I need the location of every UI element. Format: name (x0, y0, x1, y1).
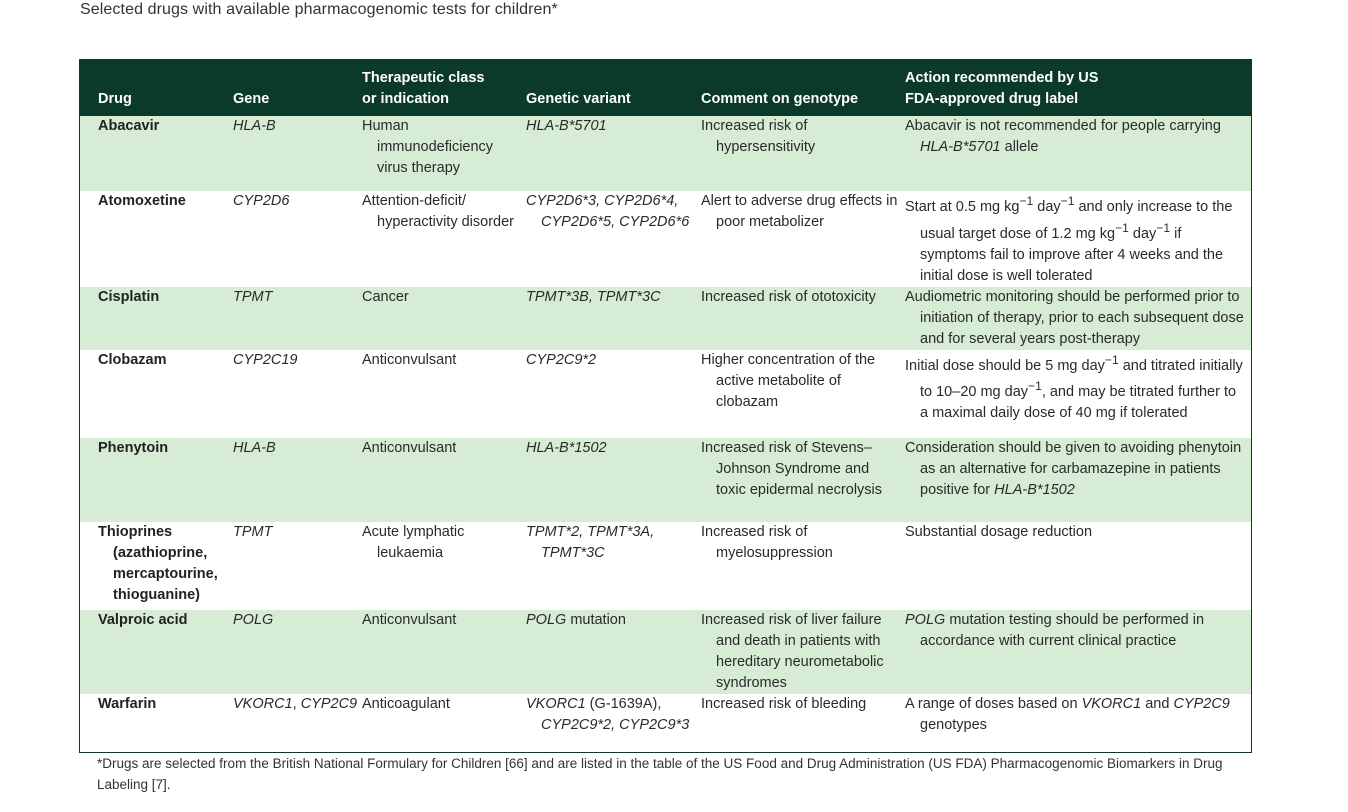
class-cell: Anticonvulsant (362, 439, 457, 456)
header-action: Action recommended by US FDA-approved drug label (905, 70, 1099, 107)
gene-cell: CYP2D6 (233, 193, 290, 209)
variant-cell: TPMT*3B, TPMT*3C (526, 288, 661, 305)
class-cell: Attention-deficit/ hyperactivity disorder (362, 193, 514, 230)
drug-cell: Valproic acid (98, 611, 188, 628)
gene-cell: VKORC1, CYP2C9 (233, 695, 358, 712)
class-cell: Cancer (362, 288, 409, 305)
variant-cell: POLG mutation (526, 611, 626, 628)
drug-cell: Atomoxetine (98, 193, 186, 209)
table-row (80, 694, 1251, 752)
action-cell: POLG mutation testing should be performed in accordance with current clinical practice (905, 611, 1205, 649)
drug-cell: Cisplatin (98, 288, 160, 305)
comment-cell: Increased risk of hypersensitivity (701, 118, 816, 155)
table-row (80, 287, 1251, 350)
table-row (80, 438, 1251, 522)
drug-cell: Phenytoin (98, 439, 169, 456)
table-caption: Selected drugs with available pharmacogenomic tests for children* (80, 1, 558, 18)
table-header (80, 60, 1251, 116)
drug-cell: Warfarin (98, 695, 157, 712)
table-row (80, 522, 1251, 610)
variant-cell: CYP2C9*2 (526, 351, 597, 368)
table-row (80, 610, 1251, 694)
variant-cell: HLA-B*1502 (526, 439, 607, 456)
class-cell: Anticonvulsant (362, 351, 457, 368)
table-footnote: *Drugs are selected from the British National Formulary for Children [66] and are listed in the table of the US Food and Drug Administration (US FDA) Pharmacogenomic Biomarkers in Drug Labeling [7]. (97, 756, 1223, 792)
drug-cell: Abacavir (98, 118, 160, 134)
variant-cell: CYP2D6*3, CYP2D6*4, CYP2D6*5, CYP2D6*6 (526, 193, 690, 230)
comment-cell: Alert to adverse drug effects in poor metabolizer (701, 193, 898, 230)
action-cell: A range of doses based on VKORC1 and CYP2C9 genotypes (905, 695, 1230, 733)
comment-cell: Increased risk of liver failure and death in patients with hereditary neurometabolic syndromes (701, 611, 884, 691)
class-cell: Anticoagulant (362, 695, 450, 712)
gene-cell: TPMT (233, 288, 273, 305)
class-cell: Anticonvulsant (362, 611, 457, 628)
table-row (80, 191, 1251, 287)
action-cell: Audiometric monitoring should be performed prior to initiation of therapy, prior to each subsequent dose and for several years post-therapy (905, 288, 1244, 347)
action-cell: Start at 0.5 mg $kg^{-1}$ day$^{-1}$ and only increase to the usual target dose of 1.2 mg $kg^{-1}$ day$^{-1}$ if symptoms fail to improve after 4 weeks and the initial dose is well tolerated (905, 194, 1233, 284)
gene-cell: HLA-B (233, 439, 276, 456)
comment-cell: Increased risk of ototoxicity (701, 288, 876, 305)
action-cell: Consideration should be given to avoiding phenytoin as an alternative for carbamazepine in patients positive for HLA-B*1502 (905, 439, 1242, 498)
table-row (80, 350, 1251, 438)
table-row (80, 116, 1251, 191)
comment-cell: Increased risk of myelosuppression (701, 523, 833, 561)
action-cell: Abacavir is not recommended for people carrying HLA-B*5701 allele (905, 118, 1221, 155)
drug-cell: Clobazam (98, 351, 167, 368)
comment-cell: Increased risk of bleeding (701, 695, 867, 712)
class-cell: Human immunodeficiency virus therapy (362, 118, 494, 176)
gene-cell: HLA-B (233, 118, 276, 134)
header-gene: Gene (233, 91, 270, 107)
pharmacogenomic-table (79, 59, 1252, 753)
comment-cell: Higher concentration of the active metabolite of clobazam (701, 351, 876, 410)
action-cell: Initial dose should be 5 mg day$^{-1}$ and titrated initially to 10–20 mg day$^{-1}$, and may be titrated further to a maximal daily dose of 40 mg if tolerated (905, 352, 1243, 422)
gene-cell: TPMT (233, 523, 273, 540)
gene-cell: CYP2C19 (233, 351, 298, 368)
variant-cell: HLA-B*5701 (526, 118, 607, 134)
variant-cell: TPMT*2, TPMT*3A, TPMT*3C (526, 523, 655, 561)
header-therapeutic-class: Therapeutic class or indication (362, 70, 485, 107)
class-cell: Acute lymphatic leukaemia (362, 523, 465, 561)
gene-cell: POLG (233, 611, 274, 628)
drug-cell: Thioprines (azathioprine, mercaptourine, thioguanine) (98, 523, 218, 603)
header-comment: Comment on genotype (701, 91, 859, 107)
variant-cell: VKORC1 (G-1639A), CYP2C9*2, CYP2C9*3 (526, 695, 690, 733)
header-genetic-variant: Genetic variant (526, 91, 631, 107)
action-cell: Substantial dosage reduction (905, 523, 1093, 540)
header-drug: Drug (98, 91, 132, 107)
comment-cell: Increased risk of Stevens–Johnson Syndrome and toxic epidermal necrolysis (701, 439, 883, 498)
